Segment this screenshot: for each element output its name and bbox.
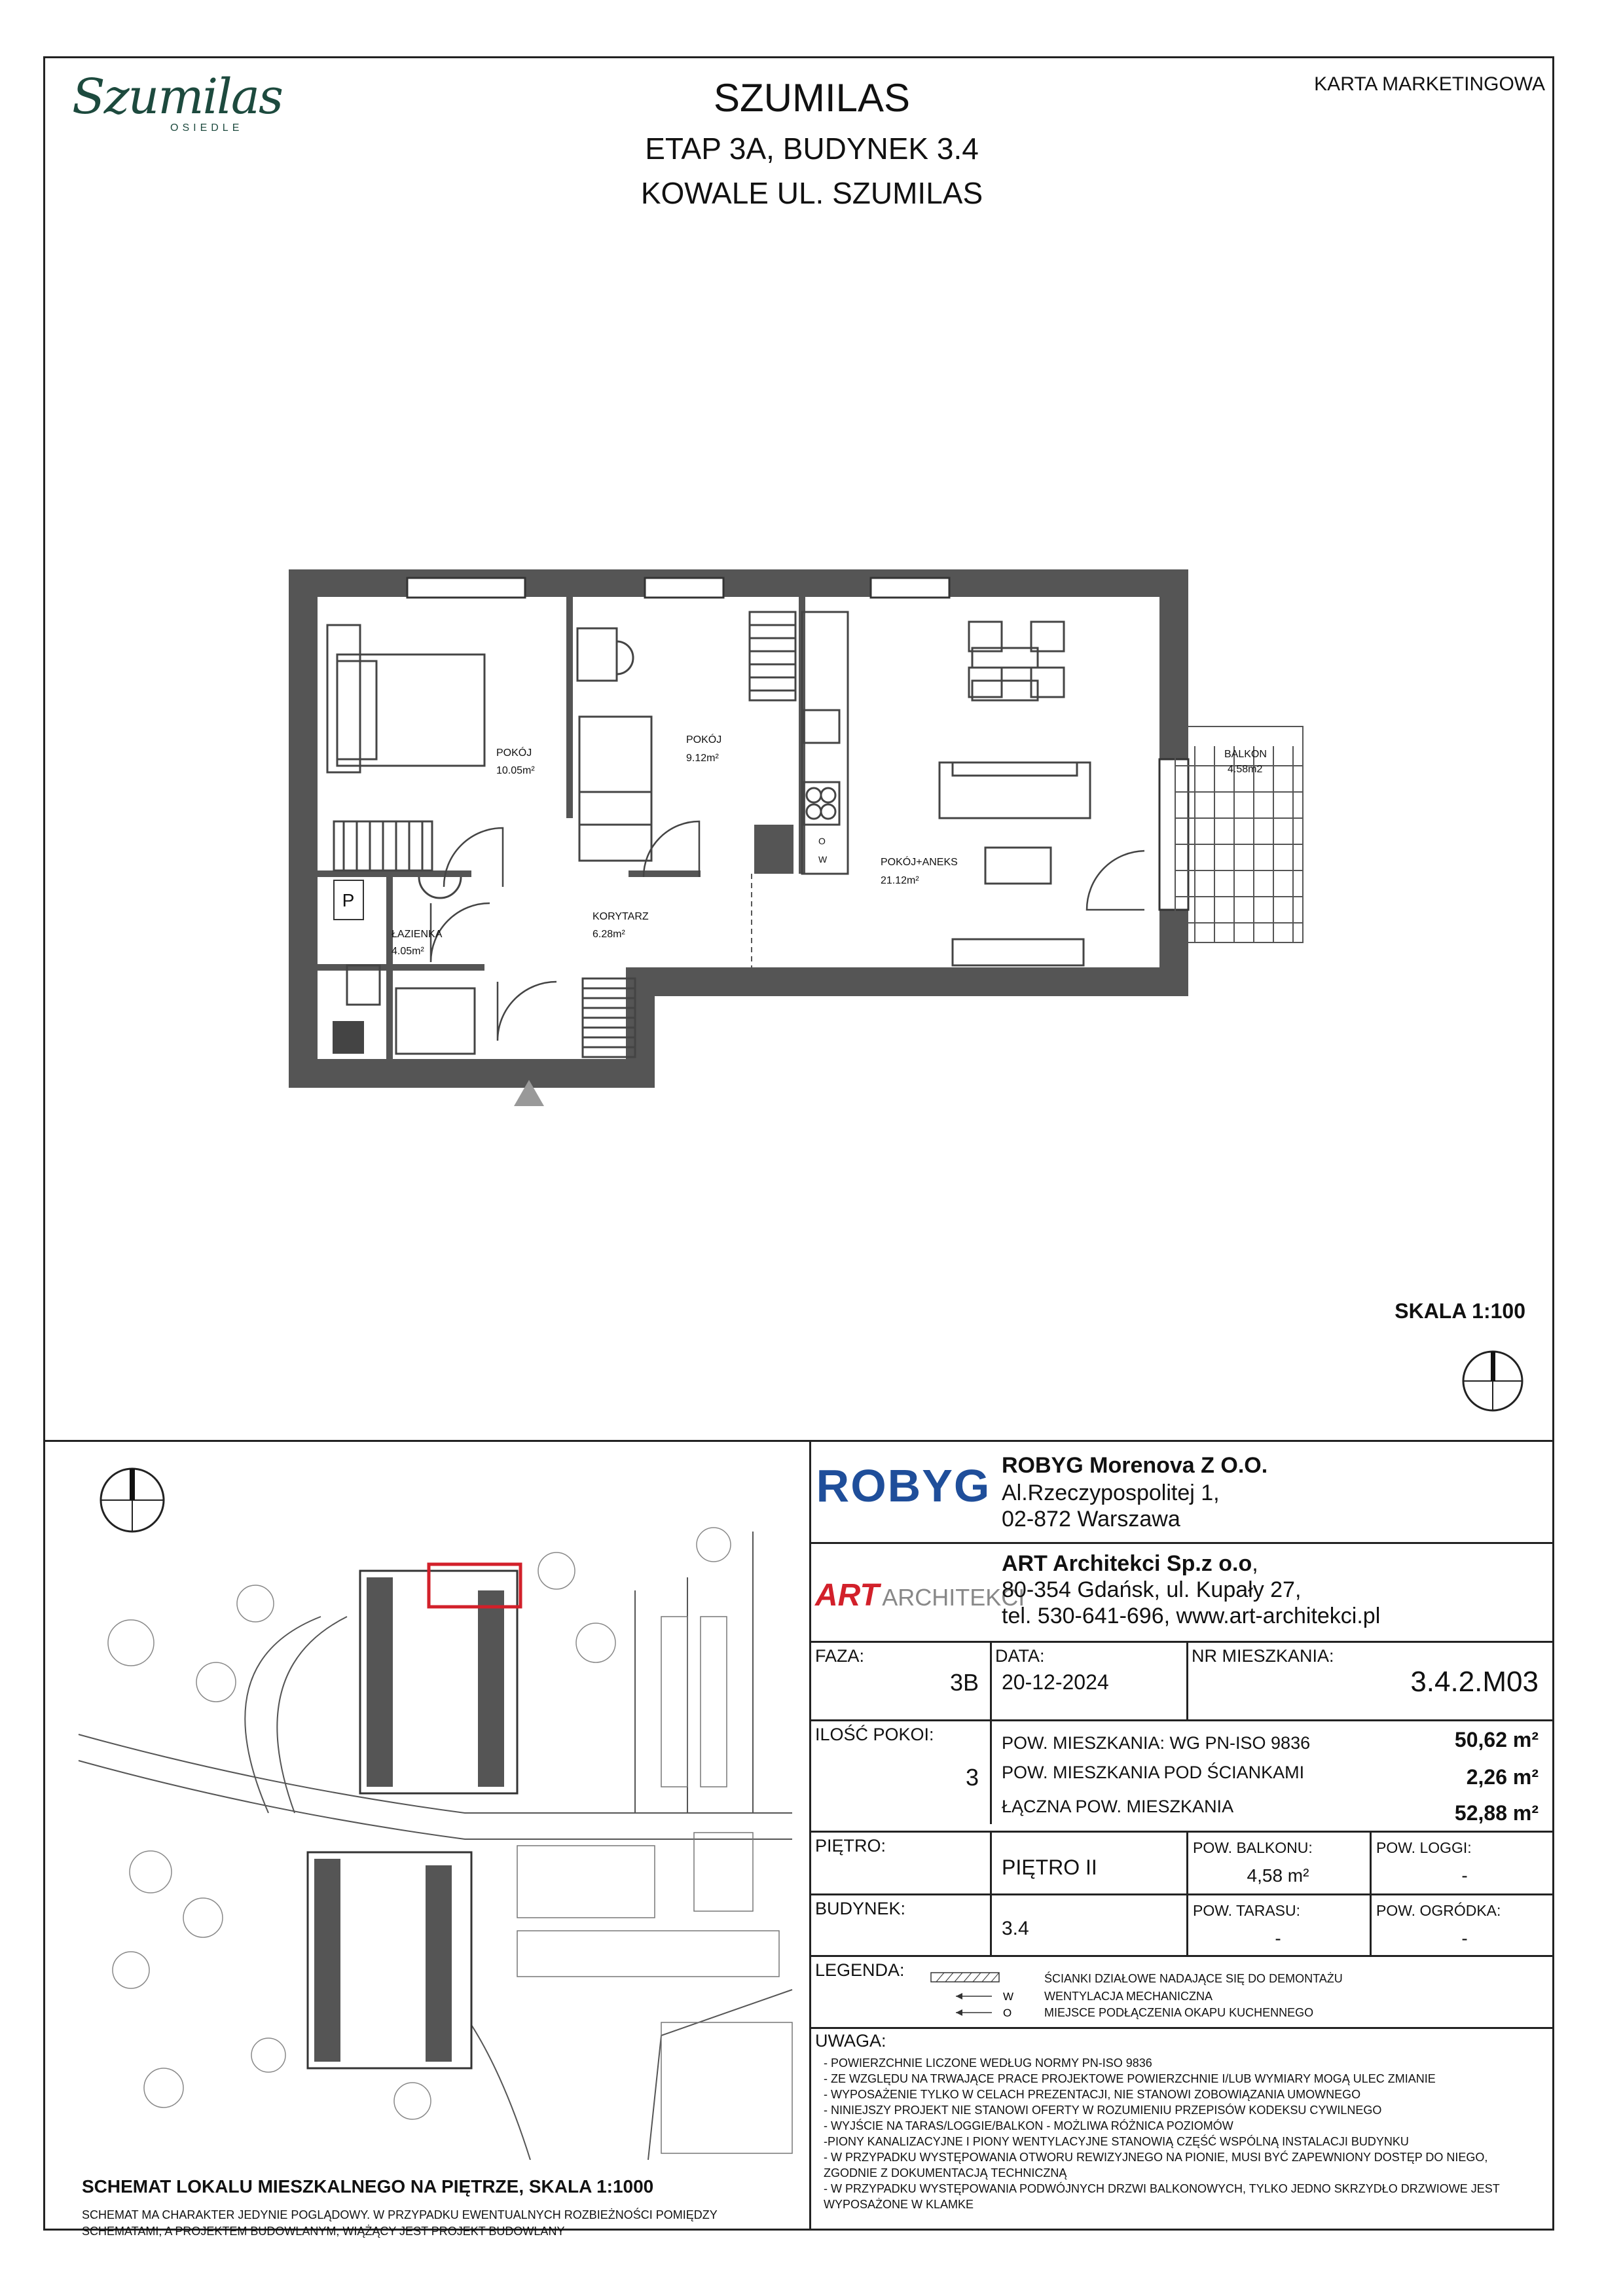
room-pokoj-2-name: POKÓJ [686, 734, 722, 745]
note-line: - NINIEJSZY PROJEKT NIE STANOWI OFERTY W ROZUMIENIU PRZEPISÓW KODEKSU CYWILNEGO [824, 2104, 1382, 2117]
note-line: - WYPOSAŻENIE TYLKO W CELACH PREZENTACJI, NIE STANOWI ZOBOWIĄZANIA UMOWNEGO [824, 2088, 1361, 2101]
row-divider [809, 1893, 1554, 1895]
outer-walls [303, 583, 1174, 1073]
room-living-name: POKÓJ+ANEKS [881, 857, 958, 868]
budynek-value: 3.4 [1002, 1918, 1029, 1939]
pokoi-value: 3 [965, 1764, 979, 1791]
logo-sub: OSIEDLE [170, 122, 244, 134]
site-disclaimer-1: SCHEMAT MA CHARAKTER JEDYNIE POGLĄDOWY. W PRZYPADKU EWENTUALNYCH ROZBIEŻNOŚCI POMIĘDZY [82, 2208, 718, 2221]
pow-l-value: 52,88 m² [1454, 1801, 1539, 1825]
site-plan [72, 1446, 805, 2160]
room-korytarz-area: 6.28m² [593, 929, 625, 940]
pokoi-label: ILOŚĆ POKOI: [815, 1725, 934, 1744]
page-title: SZUMILAS [713, 76, 911, 120]
architect-name: ART Architekci Sp.z o.o, [1002, 1551, 1258, 1576]
room-pokoj-2-area: 9.12m² [686, 753, 719, 764]
ogrodek-value: - [1461, 1928, 1468, 1948]
nr-label: NR MIESZKANIA: [1192, 1646, 1334, 1666]
investor-addr2: 02-872 Warszawa [1002, 1507, 1180, 1532]
row-divider [809, 1955, 1554, 1957]
robyg-logo: ROBYG [816, 1460, 991, 1511]
pow-l-label: ŁĄCZNA POW. MIESZKANIA [1002, 1797, 1234, 1816]
col-divider [1186, 1831, 1188, 1955]
site-disclaimer-2: SCHEMATAMI, A PROJEKTEM BUDOWLANYM, WIĄŻĄCY JEST PROJEKT BUDOWLANY [82, 2225, 565, 2238]
floor-plan [288, 569, 1336, 1132]
row-divider [809, 1641, 1554, 1643]
col-divider [990, 1719, 992, 1824]
balkon-label: POW. BALKONU: [1193, 1839, 1313, 1856]
data-label: DATA: [995, 1646, 1045, 1666]
pietro-label: PIĘTRO: [815, 1836, 886, 1856]
room-pokoj-1-name: POKÓJ [496, 747, 532, 759]
col-divider [1186, 1641, 1188, 1719]
note-line: - W PRZYPADKU WYSTĘPOWANIA OTWORU REWIZYJNEGO NA PIONIE, MUSI BYĆ ZAPEWNIONY DOSTĘP DO NIEGO, [824, 2151, 1488, 2164]
col-divider [1370, 1831, 1372, 1955]
legend-sym-w: W [1003, 1990, 1014, 2003]
investor-addr1: Al.Rzeczypospolitej 1, [1002, 1480, 1220, 1505]
legend-item-3: MIEJSCE PODŁĄCZENIA OKAPU KUCHENNEGO [1044, 2006, 1314, 2019]
room-lazienka-area: 4.05m² [392, 946, 424, 957]
row-divider [809, 1719, 1554, 1721]
doc-type: KARTA MARKETINGOWA [1314, 73, 1545, 95]
budynek-label: BUDYNEK: [815, 1899, 906, 1918]
wc-box [333, 1021, 364, 1054]
note-line: - WYJŚCIE NA TARAS/LOGGIE/BALKON - MOŻLIWA RÓŻNICA POZIOMÓW [824, 2119, 1233, 2132]
faza-label: FAZA: [815, 1646, 865, 1666]
vent-w-label: W [818, 854, 828, 865]
notes-list [824, 2055, 1544, 2212]
architect-addr2: tel. 530-641-696, www.art-architekci.pl [1002, 1604, 1381, 1628]
ogrodek-label: POW. OGRÓDKA: [1376, 1902, 1501, 1919]
balcony-door [1159, 759, 1188, 910]
taras-value: - [1275, 1928, 1281, 1948]
row-divider [809, 1542, 1554, 1544]
pow-m-label: POW. MIESZKANIA: WG PN-ISO 9836 [1002, 1733, 1311, 1753]
pietro-value: PIĘTRO II [1002, 1856, 1097, 1879]
loggia-label: POW. LOGGI: [1376, 1839, 1472, 1856]
balkon-value: 4,58 m² [1247, 1865, 1309, 1886]
note-line: -PIONY KANALIZACYJNE I PIONY WENTYLACYJNE STANOWIĄ CZĘŚĆ WSPÓLNĄ INSTALACJI BUDYNKU [824, 2135, 1409, 2148]
plan-scale: SKALA 1:100 [1395, 1299, 1525, 1323]
data-value: 20-12-2024 [1002, 1670, 1109, 1694]
note-line: WYPOSAŻONE W KLAMKE [824, 2198, 974, 2211]
row-divider [809, 2027, 1554, 2029]
col-divider [990, 1831, 992, 1955]
kitchen-hood [754, 825, 793, 874]
art-logo-mark: ART [815, 1578, 879, 1613]
notes-label: UWAGA: [815, 2031, 886, 2051]
room-balkon-name: BALKON [1224, 749, 1267, 760]
page-subtitle-1: ETAP 3A, BUDYNEK 3.4 [645, 132, 979, 166]
legend-symbols [930, 1970, 1034, 2022]
north-arrow-icon [1460, 1348, 1525, 1414]
szumilas-logo [72, 69, 282, 154]
panel-divider [43, 1440, 1554, 1442]
p-symbol: P [342, 890, 355, 910]
row-divider [809, 1831, 1554, 1833]
architect-addr1: 80-354 Gdańsk, ul. Kupały 27, [1002, 1577, 1302, 1602]
taras-label: POW. TARASU: [1193, 1902, 1301, 1919]
room-living-area: 21.12m² [881, 875, 919, 886]
vent-o-label: O [818, 836, 826, 846]
room-balkon-area: 4.58m2 [1228, 764, 1263, 775]
site-info-divider [809, 1440, 811, 2231]
pow-m-value: 50,62 m² [1454, 1728, 1539, 1751]
faza-value: 3B [949, 1669, 979, 1696]
note-line: - W PRZYPADKU WYSTĘPOWANIA PODWÓJNYCH DRZWI BALKONOWYCH, TYLKO JEDNO SKRZYDŁO DRZWIOWE JEST [824, 2182, 1500, 2195]
art-logo-text: ARCHITEKCI [882, 1584, 1025, 1611]
room-lazienka-name: ŁAZIENKA [392, 929, 443, 940]
site-caption: SCHEMAT LOKALU MIESZKALNEGO NA PIĘTRZE, SKALA 1:1000 [82, 2176, 654, 2197]
room-pokoj-1-area: 10.05m² [496, 765, 535, 776]
legend-item-2: WENTYLACJA MECHANICZNA [1044, 1990, 1213, 2003]
pow-s-label: POW. MIESZKANIA POD ŚCIANKAMI [1002, 1763, 1305, 1782]
nr-value: 3.4.2.M03 [1410, 1666, 1539, 1698]
note-line: - ZE WZGLĘDU NA TRWAJĄCE PRACE PROJEKTOWE POWIERZCHNIE I/LUB WYMIARY MOGĄ ULEC ZMIANIE [824, 2072, 1436, 2085]
logo-script: Szumilas [72, 69, 282, 125]
note-line: ZGODNIE Z DOKUMENTACJĄ TECHNICZNĄ [824, 2166, 1067, 2179]
legend-label: LEGENDA: [815, 1960, 905, 1980]
page-subtitle-2: KOWALE UL. SZUMILAS [640, 176, 983, 210]
col-divider [990, 1641, 992, 1719]
note-line: - POWIERZCHNIE LICZONE WEDŁUG NORMY PN-ISO 9836 [824, 2056, 1152, 2070]
room-korytarz-name: KORYTARZ [593, 911, 649, 922]
art-logo [815, 1577, 1025, 1613]
legend-sym-o: O [1003, 2007, 1012, 2019]
legend-item-1: ŚCIANKI DZIAŁOWE NADAJĄCE SIĘ DO DEMONTAŻU [1044, 1972, 1343, 1985]
pow-s-value: 2,26 m² [1466, 1765, 1539, 1789]
loggia-value: - [1461, 1865, 1468, 1886]
investor-name: ROBYG Morenova Z O.O. [1002, 1453, 1268, 1478]
architect-name-bold: ART Architekci Sp.z o.o [1002, 1551, 1252, 1576]
